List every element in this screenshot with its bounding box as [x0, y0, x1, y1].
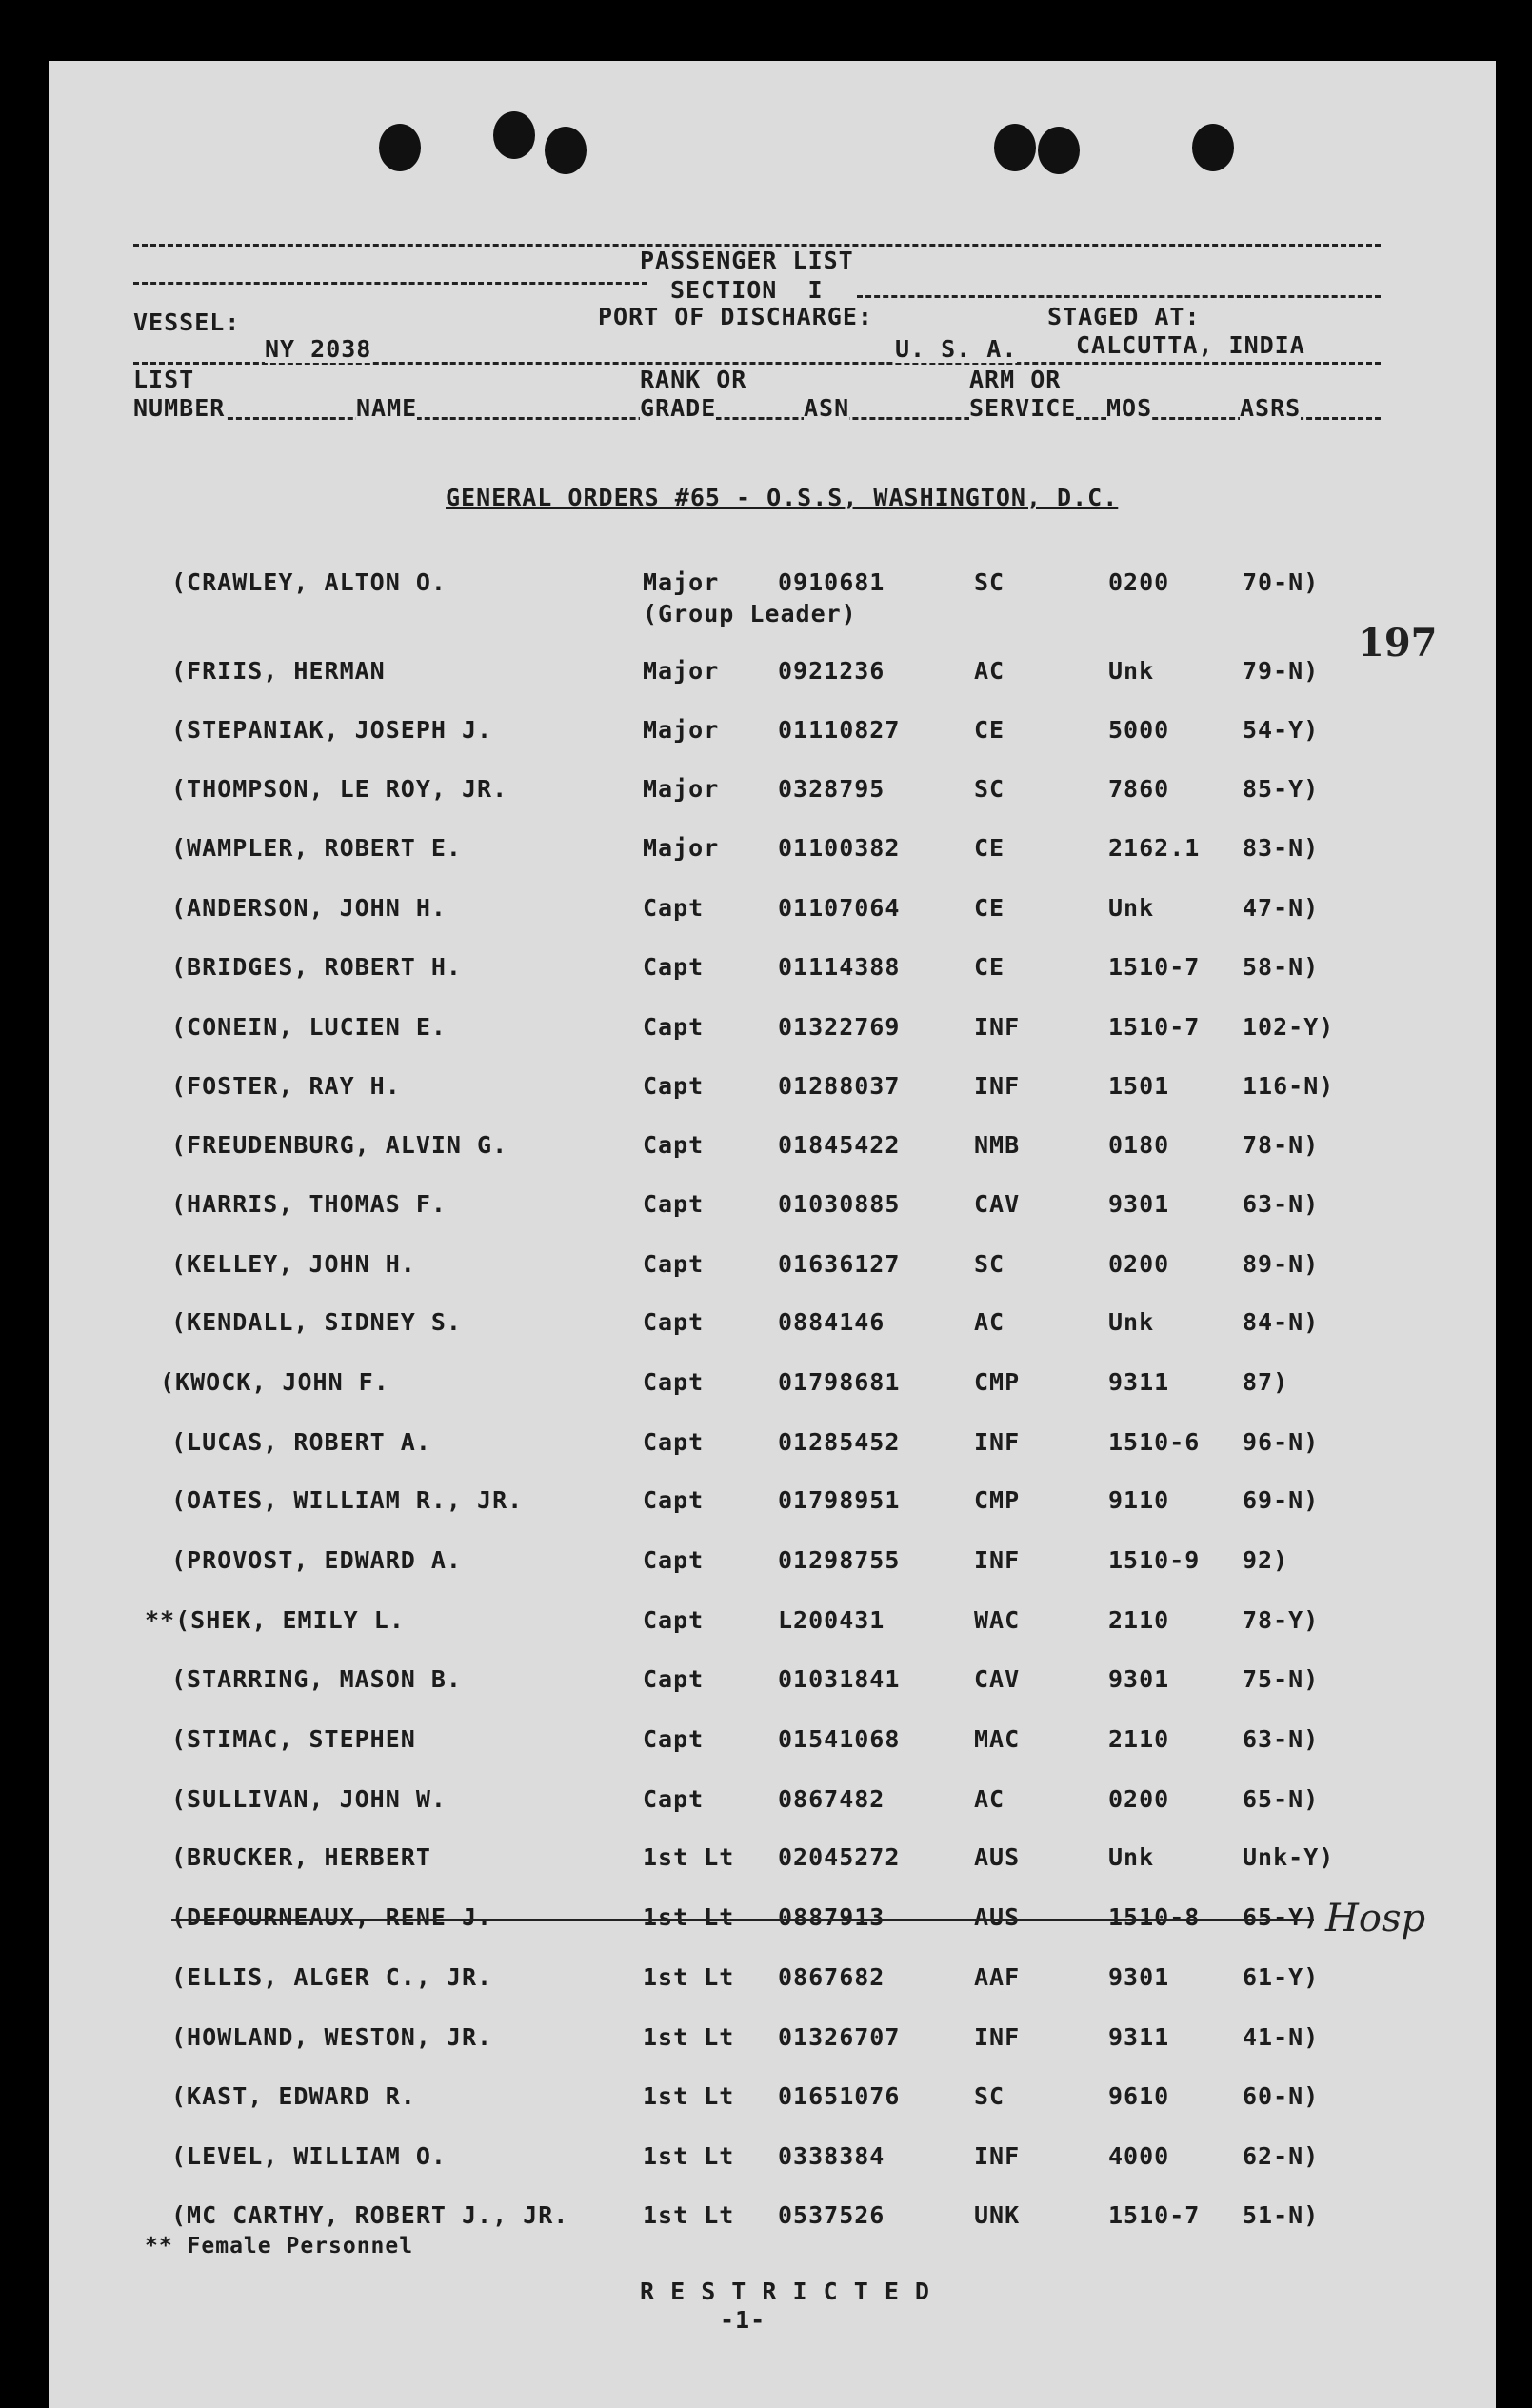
- cell-rank: Capt: [643, 1606, 705, 1634]
- cell-rank: 1st Lt: [643, 2082, 735, 2110]
- cell-asn: 0328795: [778, 775, 885, 803]
- cell-rank: Capt: [643, 1785, 705, 1813]
- cell-mos: 9301: [1108, 1665, 1170, 1693]
- cell-asn: 01031841: [778, 1665, 901, 1693]
- cell-name: (ANDERSON, JOHN H.: [171, 894, 447, 922]
- cell-rank: Capt: [643, 1250, 705, 1278]
- table-row: [0, 1013, 1532, 1051]
- cell-asn: 02045272: [778, 1843, 901, 1871]
- cell-arm: AAF: [974, 1963, 1021, 1991]
- cell-asn: 0910681: [778, 568, 885, 596]
- cell-mos: 1501: [1108, 1072, 1170, 1100]
- cell-rank: Capt: [643, 1546, 705, 1574]
- cell-asn: 01288037: [778, 1072, 901, 1100]
- cell-mos: Unk: [1108, 657, 1155, 685]
- cell-rank: Capt: [643, 1725, 705, 1753]
- cell-asrs: 70-N): [1243, 568, 1320, 596]
- divider: [857, 295, 1381, 298]
- cell-asrs: 41-N): [1243, 2023, 1320, 2051]
- cell-asn: 0537526: [778, 2201, 885, 2229]
- table-row: [0, 657, 1532, 695]
- cell-rank: Major: [643, 568, 720, 596]
- cell-asn: 0867482: [778, 1785, 885, 1813]
- cell-asn: 01845422: [778, 1131, 901, 1159]
- table-row: [0, 834, 1532, 872]
- staged-label: STAGED AT:: [1047, 303, 1201, 330]
- cell-mos: 9311: [1108, 1368, 1170, 1396]
- col-arm-2: SERVICE: [969, 394, 1077, 422]
- cell-arm: SC: [974, 2082, 1005, 2110]
- cell-rank: Capt: [643, 1665, 705, 1693]
- cell-mos: Unk: [1108, 1843, 1155, 1871]
- cell-mos: 1510-8: [1108, 1903, 1201, 1931]
- cell-asrs: 85-Y): [1243, 775, 1320, 803]
- cell-arm: NMB: [974, 1131, 1021, 1159]
- cell-name: (HOWLAND, WESTON, JR.: [171, 2023, 493, 2051]
- strikethrough-line: [171, 1919, 1314, 1921]
- cell-arm: SC: [974, 568, 1005, 596]
- col-name: NAME: [356, 394, 418, 422]
- cell-name: (STARRING, MASON B.: [171, 1665, 462, 1693]
- cell-name: (OATES, WILLIAM R., JR.: [171, 1486, 524, 1514]
- cell-arm: CMP: [974, 1486, 1021, 1514]
- cell-asn: 0884146: [778, 1308, 885, 1336]
- cell-asn: 01326707: [778, 2023, 901, 2051]
- cell-arm: INF: [974, 1013, 1021, 1041]
- cell-asrs: 51-N): [1243, 2201, 1320, 2229]
- cell-mos: 0180: [1108, 1131, 1170, 1159]
- cell-name: (LUCAS, ROBERT A.: [171, 1428, 431, 1456]
- cell-asrs: 58-N): [1243, 953, 1320, 981]
- cell-name: (BRUCKER, HERBERT: [171, 1843, 431, 1871]
- cell-asn: 0867682: [778, 1963, 885, 1991]
- cell-rank: Capt: [643, 1013, 705, 1041]
- cell-asrs: 96-N): [1243, 1428, 1320, 1456]
- table-row: [0, 1250, 1532, 1288]
- cell-name: (FOSTER, RAY H.: [171, 1072, 401, 1100]
- cell-arm: AC: [974, 1308, 1005, 1336]
- cell-mos: 0200: [1108, 1250, 1170, 1278]
- cell-asn: L200431: [778, 1606, 885, 1634]
- cell-name: (BRIDGES, ROBERT H.: [171, 953, 462, 981]
- cell-asn: 01798681: [778, 1368, 901, 1396]
- cell-asn: 01651076: [778, 2082, 901, 2110]
- cell-arm: UNK: [974, 2201, 1021, 2229]
- cell-asn: 0887913: [778, 1903, 885, 1931]
- table-row: [0, 894, 1532, 932]
- cell-mos: 1510-7: [1108, 1013, 1201, 1041]
- cell-rank: Capt: [643, 1308, 705, 1336]
- cell-asn: 0338384: [778, 2142, 885, 2170]
- cell-arm: CMP: [974, 1368, 1021, 1396]
- table-row: [0, 1190, 1532, 1228]
- cell-name: **(SHEK, EMILY L.: [145, 1606, 405, 1634]
- cell-name: (HARRIS, THOMAS F.: [171, 1190, 447, 1218]
- table-row: [0, 1072, 1532, 1110]
- cell-name: (STIMAC, STEPHEN: [171, 1725, 416, 1753]
- cell-name: (KAST, EDWARD R.: [171, 2082, 416, 2110]
- cell-asrs: 78-Y): [1243, 1606, 1320, 1634]
- cell-arm: CE: [974, 716, 1005, 744]
- cell-arm: SC: [974, 775, 1005, 803]
- page-number: -1-: [720, 2306, 766, 2334]
- table-row: [0, 2023, 1532, 2061]
- cell-asn: 01541068: [778, 1725, 901, 1753]
- punch-hole: [1192, 124, 1234, 171]
- cell-asrs: 84-N): [1243, 1308, 1320, 1336]
- cell-name: (CONEIN, LUCIEN E.: [171, 1013, 447, 1041]
- cell-arm: CE: [974, 894, 1005, 922]
- cell-rank: 1st Lt: [643, 1963, 735, 1991]
- cell-name: (CRAWLEY, ALTON O.: [171, 568, 447, 596]
- vessel-label: VESSEL:: [133, 308, 241, 336]
- table-row: [0, 1785, 1532, 1823]
- punch-hole: [1038, 127, 1080, 174]
- cell-asrs: 65-N): [1243, 1785, 1320, 1813]
- cell-asrs: 54-Y): [1243, 716, 1320, 744]
- col-rank-1: RANK OR: [640, 366, 747, 393]
- cell-arm: AC: [974, 657, 1005, 685]
- divider: [133, 282, 647, 285]
- cell-mos: 9110: [1108, 1486, 1170, 1514]
- table-row: [0, 1368, 1532, 1406]
- cell-name: (KELLEY, JOHN H.: [171, 1250, 416, 1278]
- port-label: PORT OF DISCHARGE:: [598, 303, 873, 330]
- cell-asrs: 89-N): [1243, 1250, 1320, 1278]
- table-row: [0, 1308, 1532, 1346]
- cell-asn: 01285452: [778, 1428, 901, 1456]
- cell-rank: Major: [643, 657, 720, 685]
- cell-asn: 01100382: [778, 834, 901, 862]
- cell-mos: 9301: [1108, 1963, 1170, 1991]
- cell-rank: Capt: [643, 1368, 705, 1396]
- footnote: ** Female Personnel: [145, 2234, 414, 2259]
- cell-asrs: 60-N): [1243, 2082, 1320, 2110]
- cell-asn: 01636127: [778, 1250, 901, 1278]
- table-row: [0, 2082, 1532, 2120]
- cell-asn: 01298755: [778, 1546, 901, 1574]
- cell-arm: MAC: [974, 1725, 1021, 1753]
- cell-rank: Capt: [643, 1131, 705, 1159]
- table-row: [0, 1486, 1532, 1524]
- col-rank-2: GRADE: [640, 394, 717, 422]
- cell-arm: INF: [974, 1072, 1021, 1100]
- cell-asn: 01798951: [778, 1486, 901, 1514]
- cell-mos: 9311: [1108, 2023, 1170, 2051]
- port-value: U. S. A.: [895, 335, 1018, 363]
- cell-rank: Capt: [643, 953, 705, 981]
- cell-name: (ELLIS, ALGER C., JR.: [171, 1963, 493, 1991]
- table-row: [0, 1963, 1532, 2001]
- cell-asn: 01114388: [778, 953, 901, 981]
- cell-rank: 1st Lt: [643, 1903, 735, 1931]
- table-row: [0, 2142, 1532, 2180]
- cell-asrs: 47-N): [1243, 894, 1320, 922]
- cell-name: (MC CARTHY, ROBERT J., JR.: [171, 2201, 569, 2229]
- table-row: [0, 1903, 1532, 1941]
- cell-name: (KWOCK, JOHN F.: [160, 1368, 389, 1396]
- table-row: [0, 1606, 1532, 1644]
- cell-name: (WAMPLER, ROBERT E.: [171, 834, 462, 862]
- cell-mos: 5000: [1108, 716, 1170, 744]
- staged-value: CALCUTTA, INDIA: [1076, 331, 1305, 359]
- cell-rank: Capt: [643, 1486, 705, 1514]
- cell-asrs: 79-N): [1243, 657, 1320, 685]
- section-label: SECTION I: [670, 276, 824, 304]
- divider: [133, 417, 1381, 420]
- cell-arm: INF: [974, 2142, 1021, 2170]
- col-asn: ASN: [804, 394, 850, 422]
- cell-mos: 1510-9: [1108, 1546, 1201, 1574]
- cell-name: (SULLIVAN, JOHN W.: [171, 1785, 447, 1813]
- cell-asrs: 63-N): [1243, 1190, 1320, 1218]
- cell-mos: Unk: [1108, 1308, 1155, 1336]
- cell-asrs: 116-N): [1243, 1072, 1335, 1100]
- cell-arm: WAC: [974, 1606, 1021, 1634]
- cell-asrs: 102-Y): [1243, 1013, 1335, 1041]
- cell-arm: CAV: [974, 1665, 1021, 1693]
- cell-asrs: 63-N): [1243, 1725, 1320, 1753]
- col-list-number-1: LIST: [133, 366, 195, 393]
- table-row: [0, 1725, 1532, 1763]
- col-asrs: ASRS: [1240, 394, 1302, 422]
- vessel-value: NY 2038: [265, 335, 372, 363]
- hosp-handwritten-note: Hosp: [1325, 1897, 1426, 1940]
- table-row: [0, 716, 1532, 754]
- cell-asrs: Unk-Y): [1243, 1843, 1335, 1871]
- cell-name: (PROVOST, EDWARD A.: [171, 1546, 462, 1574]
- cell-asrs: 69-N): [1243, 1486, 1320, 1514]
- cell-mos: 2110: [1108, 1725, 1170, 1753]
- cell-asrs: 75-N): [1243, 1665, 1320, 1693]
- handwritten-page-number: 197: [1358, 621, 1438, 666]
- cell-mos: 9301: [1108, 1190, 1170, 1218]
- cell-name: (FRIIS, HERMAN: [171, 657, 386, 685]
- cell-asrs: 61-Y): [1243, 1963, 1320, 1991]
- table-row: [0, 775, 1532, 813]
- cell-asn: 0921236: [778, 657, 885, 685]
- col-list-number-2: NUMBER: [133, 394, 226, 422]
- cell-mos: 1510-6: [1108, 1428, 1201, 1456]
- cell-rank: Capt: [643, 1190, 705, 1218]
- cell-mos: 7860: [1108, 775, 1170, 803]
- cell-rank: Major: [643, 716, 720, 744]
- punch-hole: [994, 124, 1036, 171]
- cell-asrs: 83-N): [1243, 834, 1320, 862]
- cell-arm: INF: [974, 2023, 1021, 2051]
- cell-rank: Major: [643, 834, 720, 862]
- cell-arm: SC: [974, 1250, 1005, 1278]
- col-mos: MOS: [1106, 394, 1153, 422]
- group-leader-note: (Group Leader): [643, 600, 857, 627]
- cell-asrs: 62-N): [1243, 2142, 1320, 2170]
- cell-asn: 01322769: [778, 1013, 901, 1041]
- cell-arm: AUS: [974, 1843, 1021, 1871]
- cell-rank: Major: [643, 775, 720, 803]
- cell-arm: AUS: [974, 1903, 1021, 1931]
- cell-mos: 4000: [1108, 2142, 1170, 2170]
- orders-heading: GENERAL ORDERS #65 - O.S.S, WASHINGTON, D.C.: [446, 484, 1119, 511]
- cell-asrs: 78-N): [1243, 1131, 1320, 1159]
- cell-mos: 9610: [1108, 2082, 1170, 2110]
- cell-mos: Unk: [1108, 894, 1155, 922]
- cell-rank: Capt: [643, 1072, 705, 1100]
- table-row: [0, 1843, 1532, 1881]
- cell-asn: 01110827: [778, 716, 901, 744]
- cell-rank: 1st Lt: [643, 2201, 735, 2229]
- cell-rank: 1st Lt: [643, 2142, 735, 2170]
- cell-mos: 2162.1: [1108, 834, 1201, 862]
- cell-rank: Capt: [643, 1428, 705, 1456]
- table-row: [0, 953, 1532, 991]
- cell-arm: AC: [974, 1785, 1005, 1813]
- cell-asn: 01107064: [778, 894, 901, 922]
- cell-arm: CE: [974, 953, 1005, 981]
- cell-mos: 1510-7: [1108, 2201, 1201, 2229]
- cell-arm: CAV: [974, 1190, 1021, 1218]
- cell-asrs: 65-Y): [1243, 1903, 1320, 1931]
- cell-rank: Capt: [643, 894, 705, 922]
- cell-mos: 2110: [1108, 1606, 1170, 1634]
- col-arm-1: ARM OR: [969, 366, 1062, 393]
- cell-asrs: 87): [1243, 1368, 1289, 1396]
- table-row: [0, 1428, 1532, 1466]
- table-row: [0, 1131, 1532, 1169]
- list-title: PASSENGER LIST: [640, 247, 854, 274]
- cell-name: (FREUDENBURG, ALVIN G.: [171, 1131, 508, 1159]
- punch-hole: [493, 111, 535, 159]
- cell-name: (LEVEL, WILLIAM O.: [171, 2142, 447, 2170]
- cell-arm: INF: [974, 1546, 1021, 1574]
- cell-name: (KENDALL, SIDNEY S.: [171, 1308, 462, 1336]
- cell-asrs: 92): [1243, 1546, 1289, 1574]
- cell-name: (STEPANIAK, JOSEPH J.: [171, 716, 493, 744]
- cell-arm: CE: [974, 834, 1005, 862]
- punch-hole: [545, 127, 587, 174]
- table-row: [0, 1546, 1532, 1584]
- cell-name: (THOMPSON, LE ROY, JR.: [171, 775, 508, 803]
- cell-mos: 0200: [1108, 1785, 1170, 1813]
- cell-asn: 01030885: [778, 1190, 901, 1218]
- cell-arm: INF: [974, 1428, 1021, 1456]
- cell-mos: 1510-7: [1108, 953, 1201, 981]
- cell-rank: 1st Lt: [643, 1843, 735, 1871]
- cell-rank: 1st Lt: [643, 2023, 735, 2051]
- restricted-stamp: R E S T R I C T E D: [640, 2278, 930, 2305]
- cell-name: (DEFOURNEAUX, RENE J.: [171, 1903, 493, 1931]
- table-row: [0, 1665, 1532, 1703]
- punch-hole: [379, 124, 421, 171]
- cell-mos: 0200: [1108, 568, 1170, 596]
